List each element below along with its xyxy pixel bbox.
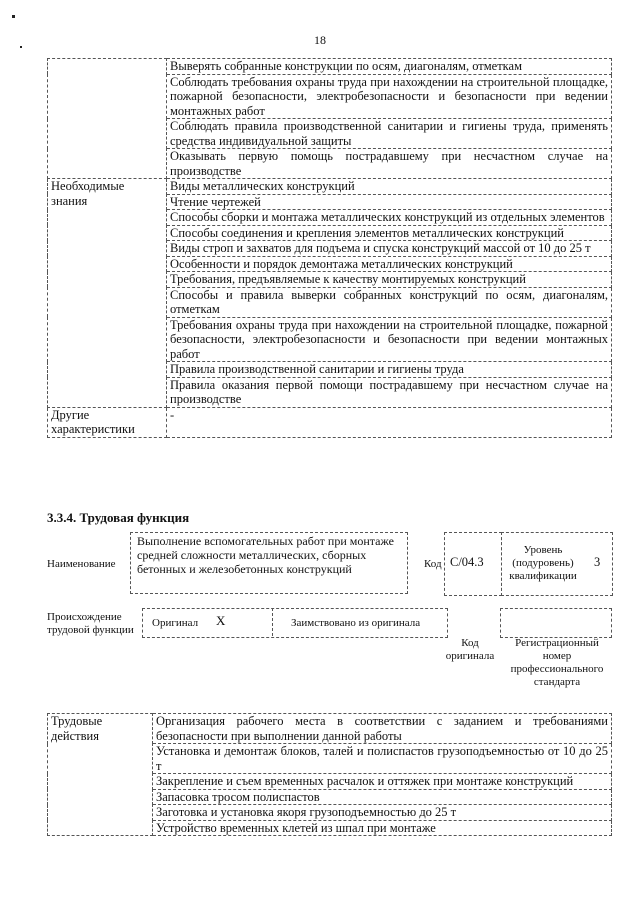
reg-number-box [500, 608, 612, 638]
table-cell: Соблюдать требования охраны труда при нахождении на строительной площадке, пожарной безопасности, электробезопасности и безопасности при ведении монтажных работ [167, 74, 612, 119]
table-cell: Способы сборки и монтажа металлических конструкций из отдельных элементов [167, 210, 612, 226]
reg-number-label: Регистрационный номер профессионального стандарта [510, 637, 604, 688]
table-cell: Чтение чертежей [167, 194, 612, 210]
function-name-box: Выполнение вспомогательных работ при монтаже средней сложности металлических, сборных бетонных и железобетонных конструкций [130, 532, 408, 594]
origin-divider [272, 608, 273, 636]
table-cell: Устройство временных клетей из шпал при монтаже [153, 820, 612, 836]
actions-table [47, 713, 612, 836]
name-label: Наименование [47, 558, 116, 570]
knowledge-table [47, 58, 612, 438]
section-title: 3.3.4. Трудовая функция [47, 510, 190, 525]
row-label-actions: Трудовые действия [48, 714, 153, 836]
table-cell: Правила оказания первой помощи пострадавшему при несчастном случае на производстве [167, 377, 612, 407]
scan-mark [12, 15, 15, 18]
original-label: Оригинал [152, 617, 199, 629]
borrowed-label: Заимствовано из оригинала [291, 617, 421, 629]
code-original-label: Код оригинала [445, 637, 495, 662]
table-cell: Правила производственной санитарии и гигиены труда [167, 362, 612, 378]
table-cell: - [167, 407, 612, 437]
origin-label: Происхождение трудовой функции [47, 611, 134, 636]
row-label [48, 59, 167, 179]
table-cell: Виды строп и захватов для подъема и спуска конструкций массой от 10 до 25 т [167, 241, 612, 257]
original-mark: X [216, 613, 226, 628]
page-number: 18 [314, 33, 326, 47]
table-cell: Соблюдать правила производственной санитарии и гигиены труда, применять средства индивидуальной защиты [167, 119, 612, 149]
table-cell: Выверять собранные конструкции по осям, диагоналям, отметкам [167, 59, 612, 75]
table-cell: Организация рабочего места в соответствии с заданием и требованиями безопасности при выполнении данной работы [153, 714, 612, 744]
table-cell: Способы и правила выверки собранных конструкций по осям, диагоналям, отметкам [167, 287, 612, 317]
table-cell: Виды металлических конструкций [167, 179, 612, 195]
table-cell: Требования, предъявляемые к качеству монтируемых конструкций [167, 272, 612, 288]
table-cell: Особенности и порядок демонтажа металлических конструкций [167, 256, 612, 272]
table-cell: Требования охраны труда при нахождении на строительной площадке, пожарной безопасности, электробезопасности и безопасности при ведении монтажных работ [167, 317, 612, 362]
level-label: Уровень (подуровень) квалификации [509, 544, 577, 582]
table-cell: Заготовка и установка якоря грузоподъемностью до 25 т [153, 805, 612, 821]
table-cell: Оказывать первую помощь пострадавшему при несчастном случае на производстве [167, 149, 612, 179]
code-label: Код [424, 558, 442, 570]
table-cell: Запасовка тросом полиспастов [153, 789, 612, 805]
table-cell: Закрепление и съем временных расчалок и оттяжек при монтаже конструкций [153, 774, 612, 790]
code-value: C/04.3 [450, 555, 484, 569]
table-cell: Способы соединения и крепления элементов металлических конструкций [167, 225, 612, 241]
table-cell: Установка и демонтаж блоков, талей и полиспастов грузоподъемностью от 10 до 25 т [153, 744, 612, 774]
level-value: 3 [594, 555, 601, 569]
row-label-other: Другие характеристики [48, 407, 167, 437]
row-label-knowledge: Необходимые знания [48, 179, 167, 408]
